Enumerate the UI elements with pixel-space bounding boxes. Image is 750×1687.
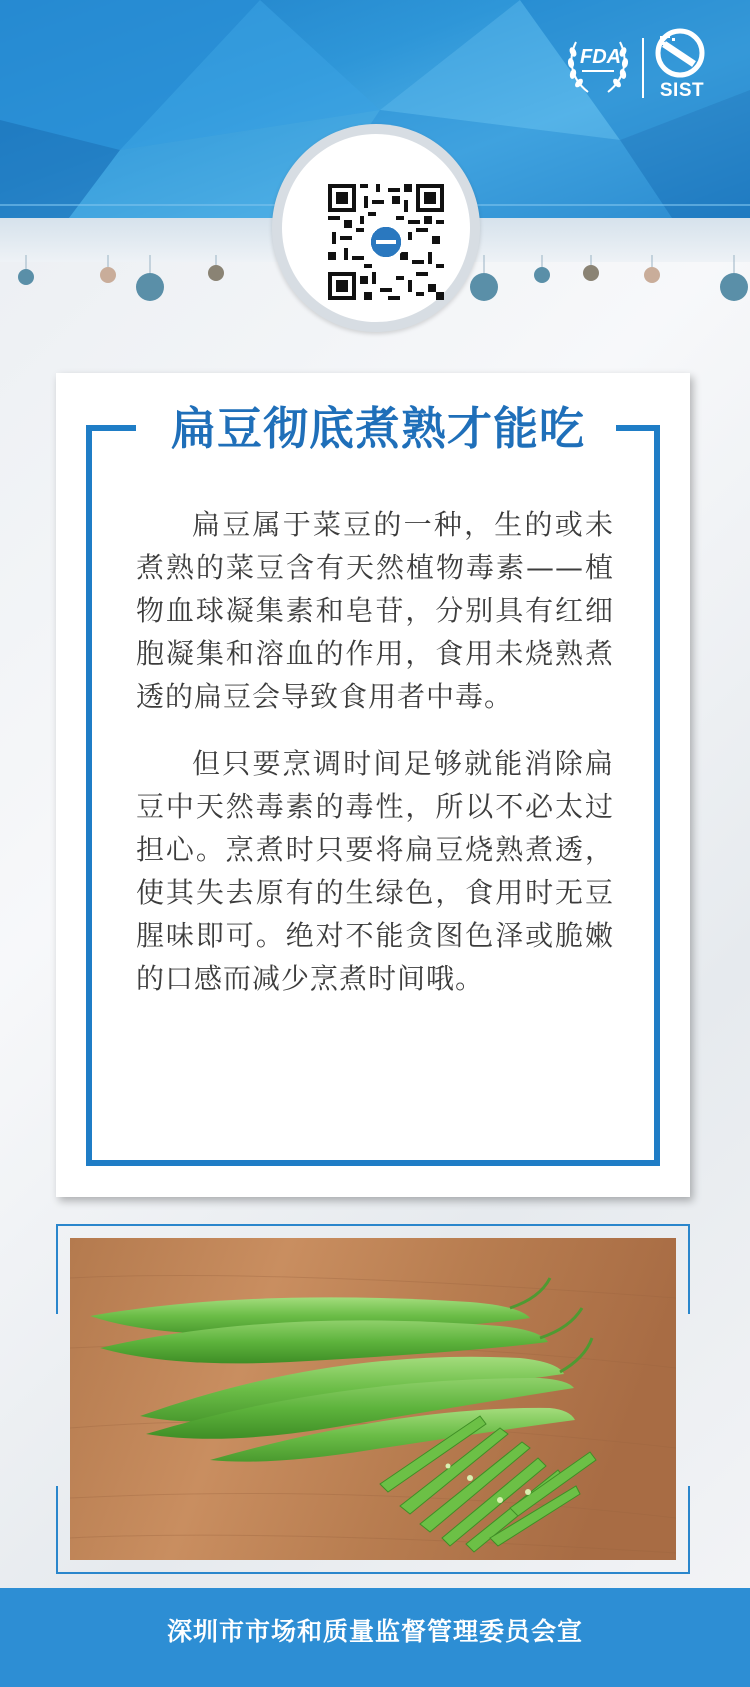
fda-logo-text: FDA bbox=[580, 46, 622, 68]
article-paragraph-2: 但只要烹调时间足够就能消除扁豆中天然毒素的毒性，所以不必太过担心。烹煮时只要将扁豆烧熟煮透，使其失去原有的生绿色，食用时无豆腥味即可。绝对不能贪图色泽或脆嫩的口感而减少烹煮时间哦。 bbox=[136, 747, 614, 995]
article-paragraph-1: 扁豆属于菜豆的一种，生的或未煮熟的菜豆含有天然植物毒素——植物血球凝集素和皂苷，分别具有红细胞凝集和溶血的作用，食用未烧熟煮透的扁豆会导致食用者中毒。 bbox=[136, 508, 614, 713]
frame-top-left-segment bbox=[86, 425, 136, 431]
sist-emblem-icon bbox=[650, 28, 718, 84]
article-card bbox=[56, 373, 690, 1197]
sist-logo bbox=[650, 28, 718, 106]
logo-divider bbox=[642, 38, 644, 98]
footer-publisher: 深圳市市场和质量监督管理委员会宣 bbox=[166, 1617, 583, 1646]
footer-bar bbox=[0, 1588, 750, 1687]
qr-code-background bbox=[282, 134, 470, 322]
qr-code-icon[interactable] bbox=[328, 184, 444, 300]
sist-logo-text: SIST bbox=[659, 80, 705, 101]
green-beans-photo bbox=[70, 1238, 676, 1560]
article-body bbox=[136, 503, 614, 1024]
qr-code-badge bbox=[272, 124, 480, 332]
article-title: 扁豆彻底煮熟才能吃 bbox=[170, 402, 585, 455]
fda-logo bbox=[566, 30, 630, 100]
frame-top-right-segment bbox=[616, 425, 660, 431]
